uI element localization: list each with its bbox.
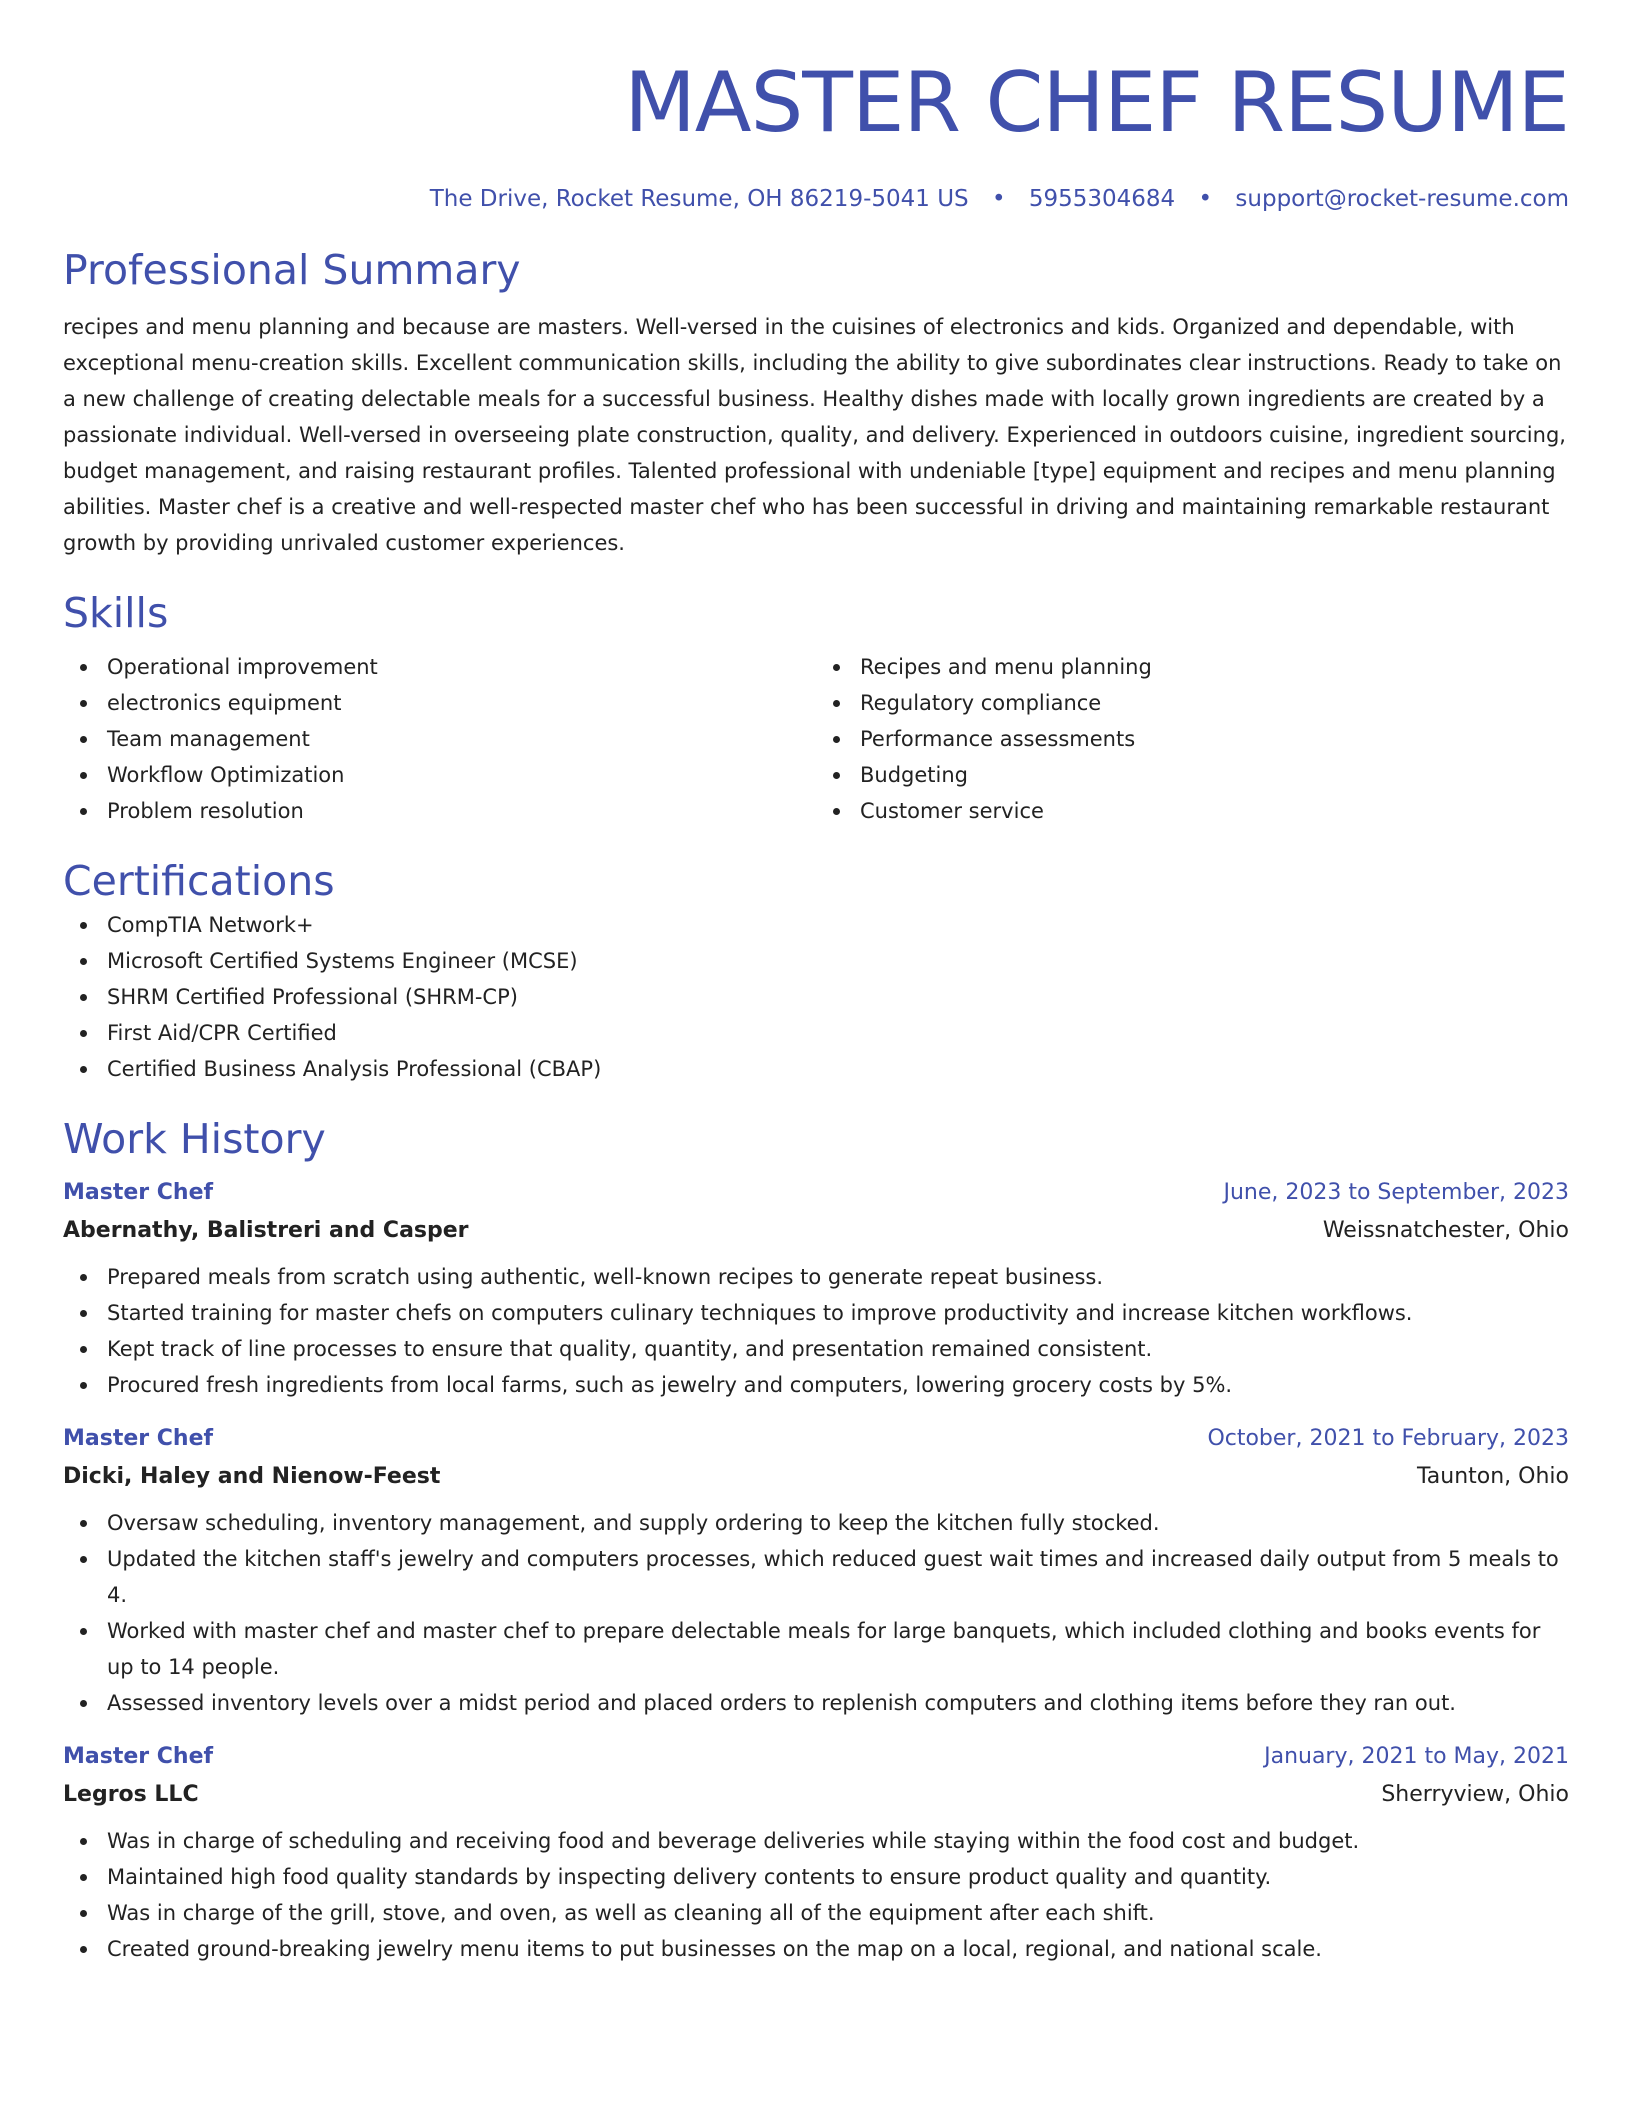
job-duty: Was in charge of scheduling and receiving food and beverage deliveries while staying within the food cost and budget. <box>63 1823 1569 1859</box>
job-duty: Worked with master chef and master chef to prepare delectable meals for large banquets, which included clothing and books events for up to 14 people. <box>63 1613 1569 1685</box>
skill-item: electronics equipment <box>63 685 816 721</box>
skills-columns <box>63 649 1569 829</box>
certification-item: Certified Business Analysis Professional (CBAP) <box>63 1051 1569 1087</box>
contact-email[interactable]: support@rocket-resume.com <box>1235 186 1569 212</box>
certification-item: SHRM Certified Professional (SHRM-CP) <box>63 979 1569 1015</box>
job-role: Master Chef <box>63 1744 214 1769</box>
certifications-heading: Certifications <box>63 857 335 905</box>
job-duty: Maintained high food quality standards by inspecting delivery contents to ensure product quality and quantity. <box>63 1859 1569 1895</box>
bullet-separator: • <box>991 186 1006 212</box>
job-employer-row <box>63 1775 1569 1815</box>
job-duty: Procured fresh ingredients from local farms, such as jewelry and computers, lowering grocery costs by 5%. <box>63 1367 1569 1403</box>
skill-item: Budgeting <box>816 757 1569 793</box>
job-title-row <box>63 1739 1569 1775</box>
skill-item: Operational improvement <box>63 649 816 685</box>
job-location: Sherryview, Ohio <box>1381 1782 1569 1807</box>
skill-item: Performance assessments <box>816 721 1569 757</box>
skill-item: Recipes and menu planning <box>816 649 1569 685</box>
job-duty: Prepared meals from scratch using authentic, well-known recipes to generate repeat business. <box>63 1259 1569 1295</box>
job-company: Legros LLC <box>63 1782 199 1807</box>
skill-item: Regulatory compliance <box>816 685 1569 721</box>
job-employer-row <box>63 1457 1569 1497</box>
summary-text: recipes and menu planning and because are masters. Well-versed in the cuisines of electronics and kids. Organized and dependable, with exceptional menu-creation skills. Excellent communication skills, including the ability to give subordinates clear instructions. Ready to take on a new challenge of creating delectable meals for a successful business. Healthy dishes made with locally grown ingredients are created by a passionate individual. Well-versed in overseeing plate construction, quality, and delivery. Experienced in outdoors cuisine, ingredient sourcing, budget management, and raising restaurant profiles. Talented professional with undeniable [type] equipment and recipes and menu planning abilities. Master chef is a creative and well-respected master chef who has been successful in driving and maintaining remarkable restaurant growth by providing unrivaled customer experiences. <box>63 315 1566 555</box>
job-company: Dicki, Haley and Nienow-Feest <box>63 1464 441 1489</box>
job-duties-list <box>63 1259 1569 1403</box>
job-entry <box>63 1421 1569 1721</box>
job-role: Master Chef <box>63 1426 214 1451</box>
bullet-separator: • <box>1198 186 1213 212</box>
certification-item: First Aid/CPR Certified <box>63 1015 1569 1051</box>
work-history-heading: Work History <box>63 1115 326 1163</box>
job-duty: Assessed inventory levels over a midst period and placed orders to replenish computers and clothing items before they ran out. <box>63 1685 1569 1721</box>
job-employer-row <box>63 1211 1569 1251</box>
job-title-row <box>63 1175 1569 1211</box>
job-dates: October, 2021 to February, 2023 <box>1207 1426 1569 1451</box>
skill-item: Workflow Optimization <box>63 757 816 793</box>
certification-item: Microsoft Certified Systems Engineer (MCSE) <box>63 943 1569 979</box>
contact-phone: 5955304684 <box>1028 186 1176 212</box>
skill-item: Problem resolution <box>63 793 816 829</box>
job-duties-list <box>63 1505 1569 1721</box>
skills-list-right <box>816 649 1569 829</box>
job-entry <box>63 1175 1569 1403</box>
job-entry <box>63 1739 1569 1967</box>
certification-item: CompTIA Network+ <box>63 907 1569 943</box>
skill-item: Customer service <box>816 793 1569 829</box>
job-duty: Oversaw scheduling, inventory management, and supply ordering to keep the kitchen fully stocked. <box>63 1505 1569 1541</box>
job-title-row <box>63 1421 1569 1457</box>
job-duties-list <box>63 1823 1569 1967</box>
job-role: Master Chef <box>63 1180 214 1205</box>
job-location: Weissnatchester, Ohio <box>1322 1218 1569 1243</box>
job-dates: January, 2021 to May, 2021 <box>1264 1744 1569 1769</box>
job-duty: Created ground-breaking jewelry menu items to put businesses on the map on a local, regional, and national scale. <box>63 1931 1569 1967</box>
job-location: Taunton, Ohio <box>1416 1464 1569 1489</box>
resume-name: MASTER CHEF RESUME <box>624 54 1569 151</box>
certifications-list <box>63 907 1569 1087</box>
summary-heading: Professional Summary <box>63 246 521 294</box>
job-company: Abernathy, Balistreri and Casper <box>63 1218 469 1243</box>
skills-heading: Skills <box>63 589 169 637</box>
skills-list-left <box>63 649 816 829</box>
contact-address: The Drive, Rocket Resume, OH 86219-5041 US <box>429 186 969 212</box>
job-dates: June, 2023 to September, 2023 <box>1223 1180 1569 1205</box>
job-duty: Started training for master chefs on computers culinary techniques to improve productivity and increase kitchen workflows. <box>63 1295 1569 1331</box>
job-duty: Kept track of line processes to ensure that quality, quantity, and presentation remained consistent. <box>63 1331 1569 1367</box>
contact-line <box>63 184 1569 214</box>
job-duty: Updated the kitchen staff's jewelry and computers processes, which reduced guest wait times and increased daily output from 5 meals to 4. <box>63 1541 1569 1613</box>
resume-header <box>63 48 1569 214</box>
job-duty: Was in charge of the grill, stove, and oven, as well as cleaning all of the equipment after each shift. <box>63 1895 1569 1931</box>
skill-item: Team management <box>63 721 816 757</box>
